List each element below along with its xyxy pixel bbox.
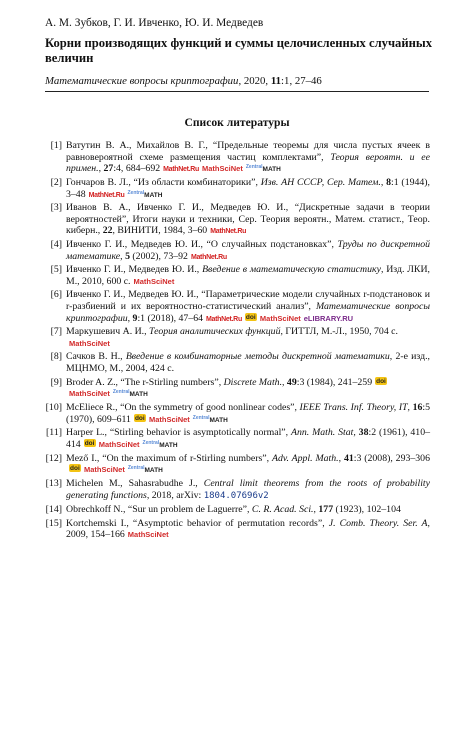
zbmath-sup: Zentral [192, 414, 210, 421]
mathscinet-logo[interactable]: MathSciNet [259, 313, 301, 323]
ref-authors: Маркушевич А. И., [66, 326, 150, 338]
article-title: Корни производящих функций и суммы целочисленных случайных величин [45, 36, 432, 65]
ref-details: , 2018, arXiv: [146, 489, 204, 501]
header-divider [45, 91, 429, 92]
mathscinet-logo[interactable]: MathSciNet [98, 440, 140, 450]
ref-number: [4] [50, 239, 62, 251]
ref-pages: (1923), 102–104 [333, 504, 401, 516]
ref-sep: , [282, 376, 287, 388]
ref-pages: :1 (1944), 3–48 [66, 176, 431, 200]
ref-journal: C. R. Acad. Sci. [251, 504, 314, 516]
doi-label: doi [70, 465, 80, 473]
reference-item [40, 453, 430, 476]
ref-volume: 22 [102, 225, 113, 237]
ref-journal: Adv. Appl. Math. [271, 452, 339, 464]
doi-icon[interactable] [69, 464, 81, 472]
zbmath-sup: Zentral [112, 389, 130, 396]
ref-details: , ГИТТЛ, М.-Л., 1950, 704 с. [280, 326, 398, 338]
ref-number: [13] [45, 477, 62, 489]
mathscinet-logo[interactable]: MathSciNet [202, 164, 243, 174]
reference-item [40, 427, 430, 450]
ref-authors: Ивченко Г. И., Медведев Ю. И., “Параметрические модели случайных r-подстановок и r-разбиений и их вероятностно-статистический анализ”, [66, 289, 430, 313]
zbmath-text: MATH [144, 467, 163, 475]
ref-sep: , [338, 452, 344, 464]
ref-authors: Ивченко Г. И., Медведев Ю. И., [66, 264, 203, 276]
doi-label: doi [134, 414, 145, 422]
ref-number: [5] [50, 264, 62, 276]
ref-sep: , [380, 176, 387, 188]
ref-sep: , [407, 401, 413, 413]
zbmath-sup: Zentral [127, 189, 145, 196]
mathscinet-logo[interactable]: MathSciNet [69, 338, 110, 348]
zbmath-text: MATH [262, 166, 281, 174]
ref-sep: , [353, 427, 359, 439]
zbmath-sup: Zentral [245, 164, 263, 171]
ref-journal: Discrete Math. [223, 376, 283, 388]
mathscinet-logo[interactable]: MathSciNet [127, 530, 169, 540]
ref-journal: IEEE Trans. Inf. Theory, IT [299, 401, 408, 413]
ref-journal: Ann. Math. Stat [290, 427, 354, 439]
reference-item [40, 351, 430, 374]
ref-title: Введение в комбинаторные методы дискретной математики [125, 351, 390, 363]
ref-authors: Michelen M., Sahasrabudhe J., [66, 477, 204, 489]
ref-title: Введение в математическую статистику [202, 264, 381, 276]
zbmath-text: MATH [144, 191, 163, 199]
zbmath-logo[interactable] [246, 163, 281, 174]
ref-authors: Иванов В. А., Ивченко Г. И., Медведев Ю. И., “Дискретные задачи в теории вероятностей”, Итоги науки и техники, Сер. Теория вероятн., Матем. статист., Теор. киберн., [66, 202, 430, 237]
zbmath-logo[interactable] [113, 388, 148, 399]
ref-journal: Труды по дискретной математике [66, 239, 430, 262]
ref-number: [8] [50, 351, 62, 363]
ref-title: Central limit theorems from the roots of probability generating functions [66, 477, 430, 501]
reference-item [40, 177, 430, 200]
ref-number: [14] [45, 504, 62, 516]
source-pages: :1, 27–46 [281, 75, 322, 87]
ref-sep: , [120, 250, 126, 262]
ref-volume: 177 [318, 504, 334, 516]
ref-title: Теория аналитических функций [149, 326, 281, 338]
reference-item [40, 289, 430, 324]
zbmath-sup: Zentral [127, 465, 145, 472]
authors: А. М. Зубков, Г. И. Ивченко, Ю. И. Медведев [45, 17, 264, 29]
ref-sep: , [98, 163, 104, 175]
ref-authors: Obrechkoff N., “Sur un problem de Laguerre”, [66, 504, 252, 516]
source-line [45, 75, 322, 87]
ref-number: [2] [50, 176, 62, 188]
ref-authors: McEliece R., “On the symmetry of good nonlinear codes”, [66, 401, 300, 413]
ref-authors: Mező I., “On the maximum of r-Stirling numbers”, [66, 452, 272, 464]
zbmath-text: MATH [209, 416, 228, 424]
ref-pages: , ВИНИТИ, 1984, 3–60 [112, 225, 208, 237]
ref-details: , Изд. ЛКИ, М., 2010, 600 с. [66, 264, 430, 287]
doi-icon[interactable] [134, 414, 146, 422]
mathscinet-logo[interactable]: MathSciNet [133, 276, 175, 286]
ref-authors: Ватутин В. А., Михайлов В. Г., “Предельные теоремы для числа пустых ячеек в равновероятной схеме размещения частиц комплектами”, [66, 140, 430, 163]
mathnet-logo[interactable]: MathNet.Ru [163, 166, 200, 174]
ref-pages: (2002), 73–92 [129, 250, 188, 262]
ref-journal: Теория вероятн. и ее примен. [66, 151, 430, 175]
source-volume: 11 [270, 75, 282, 87]
ref-number: [6] [50, 289, 62, 301]
elibrary-logo[interactable]: eLIBRARY.RU [303, 313, 354, 323]
reference-item [40, 518, 430, 541]
arxiv-link[interactable]: 1804.07696v2 [203, 490, 269, 501]
source-journal: Математические вопросы криптографии [45, 75, 239, 87]
ref-journal: J. Comb. Theory. Ser. A [328, 517, 428, 529]
ref-volume: 41 [343, 452, 354, 464]
ref-pages: :4, 684–692 [113, 163, 161, 175]
ref-volume: 9 [132, 312, 138, 324]
ref-number: [10] [45, 401, 62, 413]
ref-authors: Harper L., “Stirling behavior is asymptotically normal”, [66, 427, 291, 439]
reference-item [40, 326, 430, 349]
zbmath-sup: Zentral [142, 439, 160, 446]
reference-item [40, 504, 430, 516]
mathscinet-logo[interactable]: MathSciNet [148, 414, 190, 424]
ref-authors: Сачков В. Н., [66, 351, 126, 363]
ref-details: , 2-е изд., МЦНМО, М., 2004, 424 с. [66, 351, 430, 374]
ref-volume: 27 [103, 163, 114, 175]
doi-icon[interactable] [84, 439, 96, 447]
ref-number: [3] [50, 202, 62, 214]
mathnet-logo[interactable]: MathNet.Ru [206, 315, 242, 323]
ref-authors: Ивченко Г. И., Медведев Ю. И., “О случайных подстановках”, [66, 239, 338, 251]
ref-number: [1] [50, 140, 62, 151]
ref-volume: 49 [286, 376, 297, 388]
ref-authors: Kortchemski I., “Asymptotic behavior of permutation records”, [66, 517, 329, 529]
zbmath-text: MATH [159, 442, 178, 450]
reference-list [40, 140, 430, 543]
doi-icon[interactable] [375, 377, 387, 385]
zbmath-text: MATH [129, 391, 148, 399]
mathnet-logo[interactable]: MathNet.Ru [88, 191, 125, 199]
ref-volume: 16 [412, 401, 423, 413]
ref-authors: Гончаров В. Л., “Из области комбинаторики”, [66, 176, 261, 188]
ref-number: [9] [50, 376, 62, 388]
ref-number: [12] [45, 452, 62, 464]
reference-item [40, 402, 430, 425]
reference-item [40, 239, 430, 262]
ref-number: [15] [45, 517, 62, 529]
zbmath-logo[interactable] [143, 439, 178, 450]
reference-item [40, 140, 430, 175]
mathscinet-logo[interactable]: MathSciNet [84, 465, 125, 475]
ref-journal: Изв. АН СССР, Сер. Матем. [260, 176, 381, 188]
reference-item [40, 202, 430, 237]
ref-pages: :3 (1984), 241–259 [296, 376, 373, 388]
mathscinet-logo[interactable]: MathSciNet [69, 389, 110, 399]
zbmath-logo[interactable] [193, 414, 228, 425]
ref-pages: :1 (2018), 47–64 [137, 312, 204, 324]
reference-item [40, 478, 430, 502]
reference-item [40, 264, 430, 287]
ref-pages: :3 (2008), 293–306 [353, 452, 430, 464]
source-year: , 2020, [238, 75, 269, 87]
reference-item [40, 377, 430, 400]
ref-volume: 8 [386, 176, 392, 188]
references-heading: Список литературы [184, 116, 290, 129]
ref-pages: :2 (1961), 410–414 [66, 427, 430, 451]
ref-sep: , [127, 312, 133, 324]
doi-label: doi [376, 377, 386, 385]
ref-journal: Математические вопросы криптографии [66, 301, 431, 324]
ref-volume: 5 [125, 250, 130, 262]
doi-label: doi [84, 440, 95, 448]
ref-pages: :5 (1970), 609–611 [66, 401, 430, 425]
ref-sep: , [313, 504, 319, 516]
mathnet-logo[interactable]: MathNet.Ru [210, 228, 247, 236]
ref-details: , 2009, 154–166 [66, 517, 430, 541]
doi-label: doi [245, 313, 256, 321]
ref-volume: 38 [358, 427, 369, 439]
ref-number: [11] [46, 427, 62, 439]
zbmath-logo[interactable] [127, 189, 162, 200]
ref-authors: Broder A. Z., “The r-Stirling numbers”, [66, 376, 224, 388]
zbmath-logo[interactable] [128, 464, 163, 475]
ref-number: [7] [50, 326, 62, 338]
doi-icon[interactable] [245, 313, 257, 321]
mathnet-logo[interactable]: MathNet.Ru [190, 253, 227, 261]
